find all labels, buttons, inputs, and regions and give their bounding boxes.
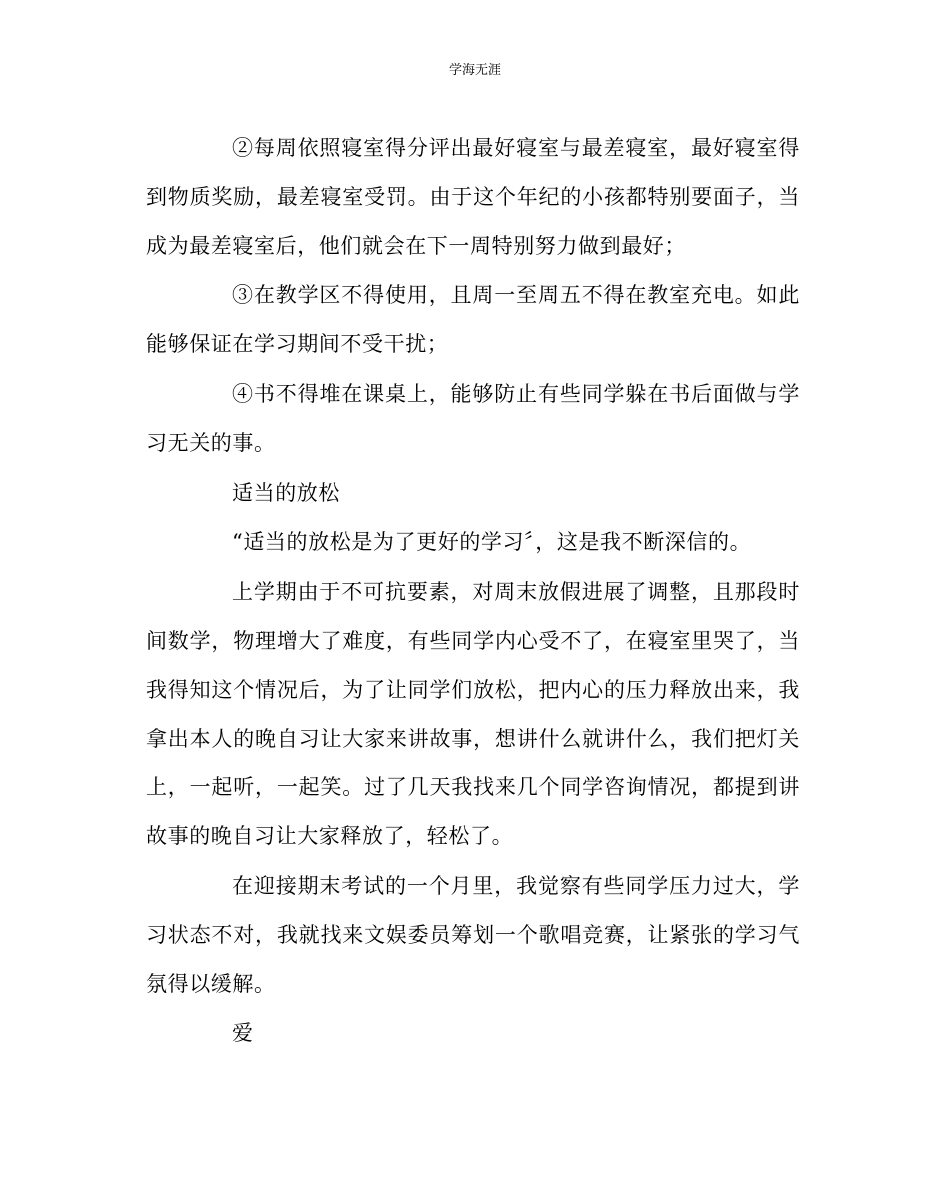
paragraph-storytelling-evening: 上学期由于不可抗要素，对周末放假进展了调整，且那段时间数学，物理增大了难度，有些同学内心受不了，在寝室里哭了，当我得知这个情况后，为了让同学们放松，把内心的压力释放出来，我拿出本人的晚自习让大家来讲故事，想讲什么就讲什么，我们把灯关上，一起听，一起笑。过了几天我找来几个同学咨询情况，都提到讲故事的晚自习让大家释放了，轻松了。 (146, 580, 800, 849)
paragraph-dormitory-ranking: ②每周依照寝室得分评出最好寝室与最差寝室，最好寝室得到物质奖励，最差寝室受罚。由于这个年纪的小孩都特别要面子，当成为最差寝室后，他们就会在下一周特别努力做到最好； (146, 136, 800, 258)
section-heading-love: 爱 (232, 1021, 254, 1046)
section-heading-relaxation: 适当的放松 (232, 480, 340, 505)
paragraph-classroom-charging-rule: ③在教学区不得使用，且周一至周五不得在教室充电。如此能够保证在学习期间不受干扰； (146, 283, 800, 357)
page-header: 学海无涯 (448, 63, 501, 78)
paragraph-relaxation-quote: “适当的放松是为了更好的学习〞，这是我不断深信的。 (232, 530, 752, 555)
paragraph-desk-books-rule: ④书不得堆在课桌上，能够防止有些同学躲在书后面做与学习无关的事。 (146, 381, 800, 455)
document-body (146, 124, 800, 1059)
paragraph-singing-contest: 在迎接期末考试的一个月里，我觉察有些同学压力过大，学习状态不对，我就找来文娱委员筹划一个歌唱竞赛，让紧张的学习气氛得以缓解。 (146, 873, 800, 996)
